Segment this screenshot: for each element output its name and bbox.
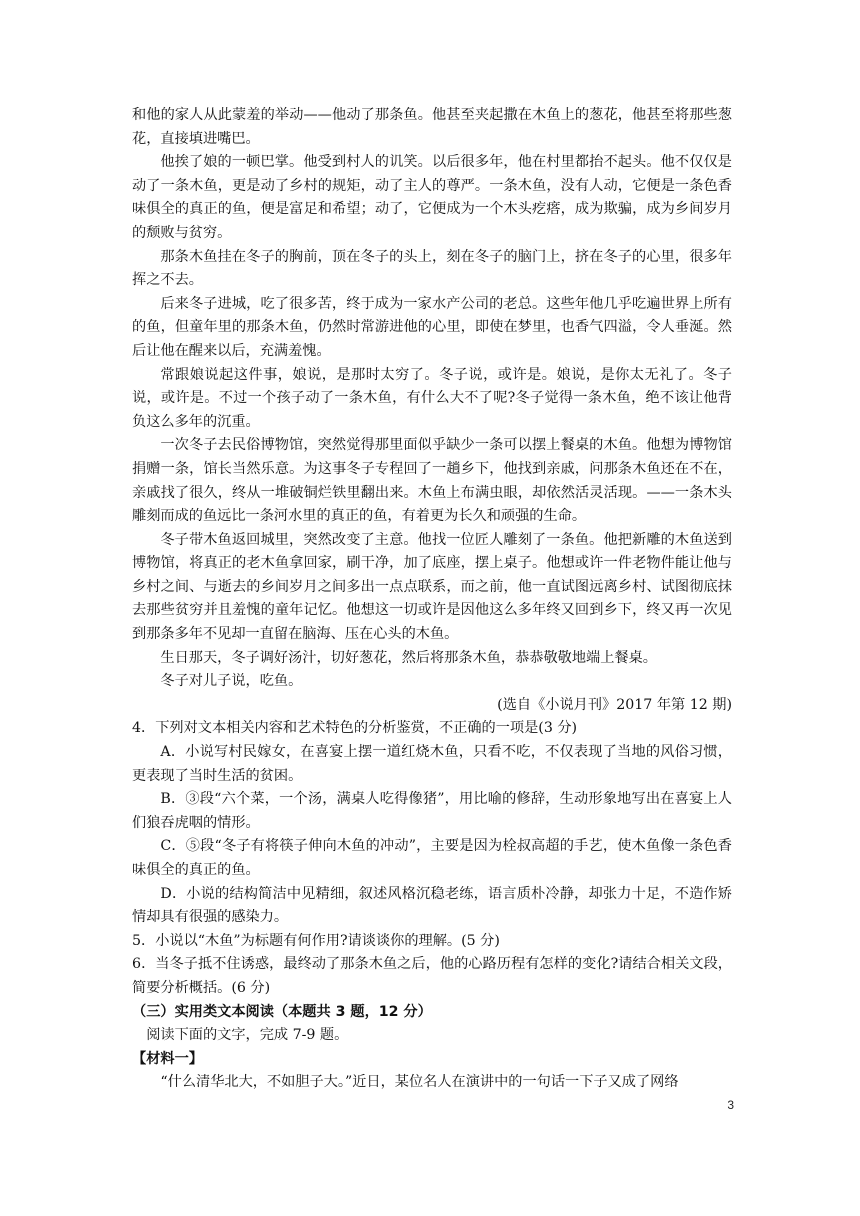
question-4-option-b: B．③段“六个菜，一个汤，满桌人吃得像猪”，用比喻的修辞，生动形象地写出在喜宴上人们狼吞虎咽的情形。 [132, 791, 732, 831]
story-source: (选自《小说月刊》2017 年第 12 期) [497, 696, 732, 713]
page-content [132, 104, 732, 1095]
story-paragraph-5: 常跟娘说起这件事，娘说，是那时太穷了。冬子说，或许是。娘说，是你太无礼了。冬子说，或许是。不过一个孩子动了一条木鱼，有什么大不了呢?冬子觉得一条木鱼，绝不该让他背负这么多年的沉重。 [132, 366, 732, 430]
section-3-instruction: 阅读下面的文字，完成 7-9 题。 [146, 1027, 349, 1044]
story-paragraph-2: 他挨了娘的一顿巴掌。他受到村人的讥笑。以后很多年，他在村里都抬不起头。他不仅仅是动了一条木鱼，更是动了乡村的规矩，动了主人的尊严。一条木鱼，没有人动，它便是一条色香味俱全的真正的鱼，便是富足和希望；动了，它便成为一个木头疙瘩，成为欺骗，成为乡间岁月的颓败与贫穷。 [132, 154, 732, 241]
material-1-text: “什么清华北大，不如胆子大。”近日，某位名人在演讲中的一句话一下子又成了网络 [160, 1074, 679, 1091]
question-6: 6．当冬子抵不住诱惑，最终动了那条木鱼之后，他的心路历程有怎样的变化?请结合相关文段，简要分析概括。(6 分) [132, 956, 732, 996]
question-5: 5．小说以“木鱼”为标题有何作用?请谈谈你的理解。(5 分) [132, 932, 500, 949]
question-4-option-a: A．小说写村民嫁女，在喜宴上摆一道红烧木鱼，只看不吃，不仅表现了当地的风俗习惯，更表现了当时生活的贫困。 [132, 744, 732, 784]
question-4-option-c: C．⑤段“冬子有将筷子伸向木鱼的冲动”，主要是因为栓叔高超的手艺，使木鱼像一条色香味俱全的真正的鱼。 [132, 838, 732, 878]
question-4-stem: 4．下列对文本相关内容和艺术特色的分析鉴赏，不正确的一项是(3 分) [132, 720, 578, 737]
story-paragraph-9: 冬子对儿子说，吃鱼。 [160, 673, 303, 690]
story-paragraph-8: 生日那天，冬子调好汤汁，切好葱花，然后将那条木鱼，恭恭敬敬地端上餐桌。 [160, 649, 657, 666]
story-paragraph-4: 后来冬子进城，吃了很多苦，终于成为一家水产公司的老总。这些年他几乎吃遍世界上所有的鱼，但童年里的那条木鱼，仍然时常游进他的心里，即使在梦里，也香气四溢，令人垂涎。然后让他在醒来以后，充满羞愧。 [132, 295, 732, 359]
section-3-heading: （三）实用类文本阅读（本题共 3 题，12 分） [132, 1003, 432, 1020]
question-4-option-d: D．小说的结构简洁中见精细，叙述风格沉稳老练，语言质朴冷静，却张力十足，不造作矫情却具有很强的感染力。 [132, 885, 732, 926]
material-1-label: 【材料一】 [132, 1050, 203, 1067]
story-paragraph-3: 那条木鱼挂在冬子的胸前，顶在冬子的头上，刻在冬子的脑门上，挤在冬子的心里，很多年挥之不去。 [132, 248, 732, 289]
story-paragraph-1: 和他的家人从此蒙羞的举动——他动了那条鱼。他甚至夹起撒在木鱼上的葱花，他甚至将那些葱花，直接填进嘴巴。 [132, 107, 732, 147]
page-number: 3 [727, 1098, 734, 1112]
story-paragraph-6: 一次冬子去民俗博物馆，突然觉得那里面似乎缺少一条可以摆上餐桌的木鱼。他想为博物馆捐赠一条，馆长当然乐意。为这事冬子专程回了一趟乡下，他找到亲戚，问那条木鱼还在不在，亲戚找了很久，终从一堆破铜烂铁里翻出来。木鱼上布满虫眼，却依然活灵活现。——一条木头雕刻而成的鱼远比一条河水里的真正的鱼，有着更为长久和顽强的生命。 [132, 437, 732, 525]
story-paragraph-7: 冬子带木鱼返回城里，突然改变了主意。他找一位匠人雕刻了一条鱼。他把新雕的木鱼送到博物馆，将真正的老木鱼拿回家，刷干净，加了底座，摆上桌子。他想或许一件老物件能让他与乡村之间、与逝去的乡间岁月之间多出一点点联系，而之前，他一直试图远离乡村、试图彻底抹去那些贫穷并且羞愧的童年记忆。他想这一切或许是因他这么多年终又回到乡下，终又再一次见到那条多年不见却一直留在脑海、压在心头的木鱼。 [132, 531, 732, 643]
